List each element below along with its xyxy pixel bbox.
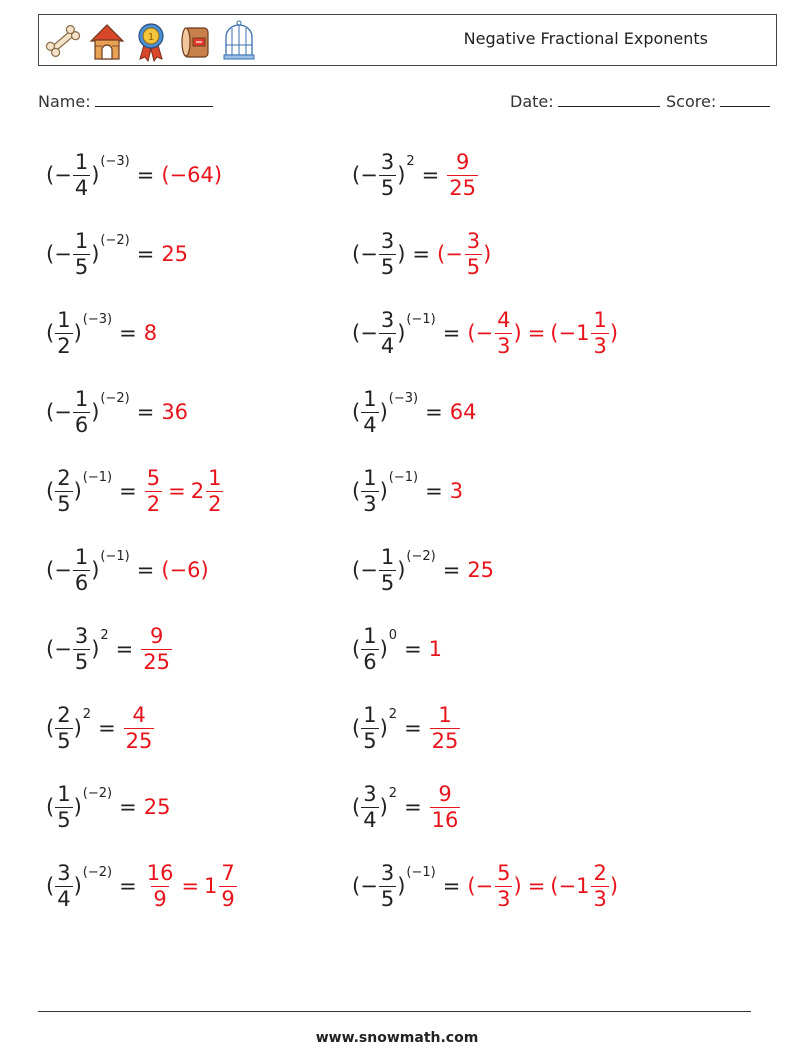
answer-text: 2 xyxy=(190,479,205,503)
question-fraction xyxy=(55,702,72,753)
bone-icon xyxy=(43,19,83,63)
equals-sign: = xyxy=(136,400,155,424)
answer xyxy=(144,321,158,345)
answer-numerator: 1 xyxy=(593,307,607,332)
worksheet-header xyxy=(38,14,777,66)
name-field[interactable] xyxy=(38,92,213,111)
answer-text: 25 xyxy=(467,558,495,582)
answer-numerator: 2 xyxy=(593,860,607,885)
answer xyxy=(161,163,223,187)
problem-item xyxy=(46,382,189,442)
open-paren: ( xyxy=(352,637,361,661)
close-paren: ) xyxy=(73,795,82,819)
answer-numerator: 3 xyxy=(466,228,481,253)
open-paren: ( xyxy=(352,795,361,819)
score-blank[interactable] xyxy=(720,92,770,107)
question-numerator: 1 xyxy=(363,465,377,490)
question-denominator: 5 xyxy=(74,254,89,279)
close-paren: ) xyxy=(91,558,100,582)
equals-sign: = xyxy=(136,242,155,266)
close-paren: ) xyxy=(397,874,406,898)
minus-sign: − xyxy=(54,400,72,424)
answer-numerator: 7 xyxy=(221,860,235,885)
question-numerator: 1 xyxy=(363,386,377,411)
problem-item xyxy=(352,856,619,916)
exponent: (−2) xyxy=(82,865,113,880)
answer-denominator: 2 xyxy=(208,491,222,516)
question-denominator: 2 xyxy=(57,333,71,358)
svg-text:1: 1 xyxy=(147,32,155,43)
answer-numerator: 9 xyxy=(438,781,452,806)
minus-sign: − xyxy=(360,321,378,345)
equals-sign: = xyxy=(442,321,461,345)
question-numerator: 1 xyxy=(74,544,89,569)
question-numerator: 3 xyxy=(380,860,395,885)
equals-sign: = xyxy=(136,558,155,582)
close-paren: ) xyxy=(91,163,100,187)
question-numerator: 1 xyxy=(74,386,89,411)
exponent: 2 xyxy=(388,786,398,801)
answer-text: ) xyxy=(609,321,619,345)
problem-item xyxy=(352,461,464,521)
answer-denominator: 25 xyxy=(125,728,153,753)
answer-denominator: 3 xyxy=(497,886,511,911)
equals-sign: = xyxy=(412,242,430,266)
answer-numerator: 4 xyxy=(132,702,146,727)
question-denominator: 5 xyxy=(380,175,395,200)
answer xyxy=(144,795,172,819)
problem-item xyxy=(352,619,443,679)
question-numerator: 2 xyxy=(57,702,71,727)
minus-sign: − xyxy=(54,558,72,582)
answer xyxy=(161,242,189,266)
answer-denominator: 3 xyxy=(497,333,511,358)
open-paren: ( xyxy=(46,558,55,582)
equals-sign: = xyxy=(98,716,116,740)
equals-sign: = xyxy=(425,400,443,424)
open-paren: ( xyxy=(46,716,55,740)
question-denominator: 4 xyxy=(363,807,377,832)
close-paren: ) xyxy=(379,400,388,424)
answer-fraction xyxy=(591,307,608,358)
answer-numerator: 4 xyxy=(497,307,511,332)
answer-text: (−1 xyxy=(550,874,590,898)
answer xyxy=(144,465,225,516)
question-numerator: 3 xyxy=(380,307,395,332)
close-paren: ) xyxy=(73,321,82,345)
minus-sign: − xyxy=(54,637,72,661)
answer-text: 1 xyxy=(204,874,218,898)
answer-text: (−6) xyxy=(161,558,209,582)
problem-item xyxy=(46,777,171,837)
exponent: 0 xyxy=(388,628,398,643)
equals-sign: = xyxy=(442,558,461,582)
answer-denominator: 25 xyxy=(431,728,459,753)
open-paren: ( xyxy=(46,795,55,819)
answer-fraction xyxy=(430,702,461,753)
exponent: (−2) xyxy=(100,391,130,406)
question-numerator: 3 xyxy=(363,781,377,806)
question-fraction xyxy=(361,465,378,516)
answer-text: 25 xyxy=(161,242,189,266)
open-paren: ( xyxy=(352,716,361,740)
close-paren: ) xyxy=(91,637,100,661)
open-paren: ( xyxy=(352,400,361,424)
worksheet-title: Negative Fractional Exponents xyxy=(463,29,708,48)
exponent: (−1) xyxy=(388,470,419,485)
answer-text: ) xyxy=(513,321,522,345)
problem-item xyxy=(352,777,461,837)
answer-fraction xyxy=(430,781,461,832)
open-paren: ( xyxy=(46,242,55,266)
answer-fraction xyxy=(591,860,608,911)
problem-item xyxy=(352,145,479,205)
footer-divider xyxy=(38,1011,751,1012)
minus-sign: − xyxy=(360,558,378,582)
question-denominator: 5 xyxy=(57,491,71,516)
question-denominator: 6 xyxy=(74,570,89,595)
exponent: 2 xyxy=(388,707,398,722)
question-denominator: 6 xyxy=(363,649,377,674)
answer-equals-sign: = xyxy=(527,321,546,345)
date-blank[interactable] xyxy=(558,92,660,107)
question-numerator: 3 xyxy=(380,228,395,253)
answer-text: ) xyxy=(483,242,492,266)
answer-text: (−64) xyxy=(161,163,223,187)
medal-icon xyxy=(131,19,171,63)
answer xyxy=(429,781,462,832)
exponent: (−1) xyxy=(406,312,436,327)
question-fraction xyxy=(379,860,396,911)
open-paren: ( xyxy=(46,874,55,898)
close-paren: ) xyxy=(73,479,82,503)
question-numerator: 1 xyxy=(57,307,71,332)
close-paren: ) xyxy=(379,716,388,740)
close-paren: ) xyxy=(397,242,406,266)
answer-numerator: 5 xyxy=(146,465,161,490)
minus-sign: − xyxy=(360,242,378,266)
minus-sign: − xyxy=(54,163,72,187)
answer-denominator: 25 xyxy=(143,649,171,674)
question-denominator: 5 xyxy=(380,886,395,911)
question-fraction xyxy=(361,702,378,753)
answer-text: ) xyxy=(609,874,619,898)
question-fraction xyxy=(361,781,378,832)
close-paren: ) xyxy=(397,558,406,582)
problem-item xyxy=(352,224,492,284)
exponent: 2 xyxy=(100,628,109,643)
answer xyxy=(450,479,464,503)
exponent: (−2) xyxy=(406,549,436,564)
answer-text: 3 xyxy=(449,479,464,503)
open-paren: ( xyxy=(46,163,55,187)
equals-sign: = xyxy=(119,874,137,898)
answer-fraction xyxy=(145,465,162,516)
question-numerator: 3 xyxy=(380,149,395,174)
exponent: (−3) xyxy=(388,391,419,406)
question-fraction xyxy=(379,307,396,358)
equals-sign: = xyxy=(119,479,137,503)
question-fraction xyxy=(379,544,396,595)
question-denominator: 5 xyxy=(380,254,395,279)
answer-equals-sign: = xyxy=(527,874,546,898)
answer-numerator: 1 xyxy=(438,702,452,727)
close-paren: ) xyxy=(379,479,388,503)
exponent: (−1) xyxy=(82,470,113,485)
answer xyxy=(467,558,495,582)
minus-sign: − xyxy=(360,874,378,898)
exponent: (−3) xyxy=(82,312,113,327)
score-field[interactable] xyxy=(666,92,770,111)
close-paren: ) xyxy=(379,795,388,819)
question-denominator: 5 xyxy=(74,649,89,674)
question-numerator: 1 xyxy=(74,228,89,253)
question-fraction xyxy=(55,860,72,911)
answer-text: 1 xyxy=(428,637,443,661)
question-denominator: 5 xyxy=(363,728,377,753)
answer-denominator: 9 xyxy=(153,886,167,911)
exponent: (−1) xyxy=(406,865,436,880)
answer-numerator: 16 xyxy=(146,860,174,885)
answer-fraction xyxy=(495,860,512,911)
exponent: (−2) xyxy=(100,233,130,248)
answer-fraction xyxy=(141,623,172,674)
date-label: Date: xyxy=(510,92,554,111)
question-numerator: 1 xyxy=(363,702,377,727)
exponent: 2 xyxy=(406,154,415,169)
question-denominator: 4 xyxy=(57,886,71,911)
close-paren: ) xyxy=(73,874,82,898)
answer-numerator: 5 xyxy=(497,860,511,885)
equals-sign: = xyxy=(119,321,137,345)
question-fraction xyxy=(55,781,72,832)
equals-sign: = xyxy=(425,479,443,503)
answer xyxy=(161,558,209,582)
exponent: (−3) xyxy=(100,154,130,169)
answer-text: (−1 xyxy=(550,321,590,345)
answer-denominator: 3 xyxy=(593,886,607,911)
equals-sign: = xyxy=(404,795,422,819)
question-numerator: 3 xyxy=(74,623,89,648)
pet-bed-icon xyxy=(175,19,215,63)
question-fraction xyxy=(73,149,90,200)
dog-house-icon xyxy=(87,19,127,63)
answer-equals-sign: = xyxy=(181,874,200,898)
question-fraction xyxy=(379,149,396,200)
open-paren: ( xyxy=(352,321,361,345)
question-numerator: 1 xyxy=(74,149,89,174)
answer xyxy=(467,307,619,358)
answer xyxy=(446,149,479,200)
question-denominator: 4 xyxy=(380,333,395,358)
answer-text: 36 xyxy=(161,400,189,424)
answer-fraction xyxy=(145,860,176,911)
question-fraction xyxy=(55,465,72,516)
answer-numerator: 9 xyxy=(455,149,470,174)
answer xyxy=(144,860,238,911)
question-fraction xyxy=(55,307,72,358)
question-numerator: 1 xyxy=(380,544,395,569)
exponent: (−2) xyxy=(82,786,113,801)
problem-item xyxy=(46,461,224,521)
answer-text: 64 xyxy=(449,400,477,424)
bird-cage-icon xyxy=(219,19,259,63)
open-paren: ( xyxy=(352,479,361,503)
answer xyxy=(123,702,156,753)
question-denominator: 3 xyxy=(363,491,377,516)
open-paren: ( xyxy=(46,321,55,345)
equals-sign: = xyxy=(404,716,422,740)
question-fraction xyxy=(361,623,378,674)
question-numerator: 3 xyxy=(57,860,71,885)
problem-item xyxy=(352,698,461,758)
problem-item xyxy=(352,382,477,442)
problem-item xyxy=(46,145,223,205)
question-fraction xyxy=(73,386,90,437)
answer-fraction xyxy=(206,465,223,516)
answer xyxy=(467,860,619,911)
open-paren: ( xyxy=(46,479,55,503)
answer-denominator: 9 xyxy=(221,886,235,911)
equals-sign: = xyxy=(442,874,461,898)
open-paren: ( xyxy=(352,874,361,898)
answer-fraction xyxy=(219,860,236,911)
question-fraction xyxy=(73,544,90,595)
problem-item xyxy=(46,303,158,363)
answer xyxy=(140,623,173,674)
question-numerator: 1 xyxy=(363,623,377,648)
answer-denominator: 5 xyxy=(466,254,481,279)
problem-item xyxy=(352,303,619,363)
equals-sign: = xyxy=(115,637,134,661)
open-paren: ( xyxy=(46,637,55,661)
close-paren: ) xyxy=(73,716,82,740)
equals-sign: = xyxy=(404,637,422,661)
exponent: 2 xyxy=(82,707,92,722)
answer-fraction xyxy=(495,307,512,358)
question-fraction xyxy=(73,623,90,674)
date-field[interactable] xyxy=(510,92,660,111)
problem-item xyxy=(46,224,189,284)
answer-text: (− xyxy=(467,321,494,345)
close-paren: ) xyxy=(91,242,100,266)
problem-item xyxy=(46,619,173,679)
answer-numerator: 1 xyxy=(208,465,222,490)
answer-text: 25 xyxy=(143,795,171,819)
question-denominator: 6 xyxy=(74,412,89,437)
answer-denominator: 16 xyxy=(431,807,459,832)
answer xyxy=(429,637,443,661)
close-paren: ) xyxy=(91,400,100,424)
question-fraction xyxy=(73,228,90,279)
header-icons xyxy=(43,19,259,63)
open-paren: ( xyxy=(352,163,361,187)
equals-sign: = xyxy=(136,163,155,187)
answer-text: 8 xyxy=(143,321,158,345)
close-paren: ) xyxy=(379,637,388,661)
name-blank[interactable] xyxy=(95,92,213,107)
question-denominator: 4 xyxy=(363,412,377,437)
answer-fraction xyxy=(447,149,478,200)
answer-text: (− xyxy=(437,242,463,266)
open-paren: ( xyxy=(352,242,361,266)
answer-text: ) xyxy=(513,874,522,898)
minus-sign: − xyxy=(54,242,72,266)
open-paren: ( xyxy=(352,558,361,582)
close-paren: ) xyxy=(397,321,406,345)
answer-denominator: 2 xyxy=(146,491,161,516)
answer-fraction xyxy=(465,228,482,279)
minus-sign: − xyxy=(360,163,378,187)
question-numerator: 1 xyxy=(57,781,71,806)
exponent: (−1) xyxy=(100,549,130,564)
answer-denominator: 3 xyxy=(593,333,607,358)
question-fraction xyxy=(361,386,378,437)
answer xyxy=(161,400,189,424)
question-denominator: 5 xyxy=(380,570,395,595)
problem-item xyxy=(352,540,495,600)
answer-equals-sign: = xyxy=(168,479,186,503)
score-label: Score: xyxy=(666,92,717,111)
answer xyxy=(450,400,478,424)
footer-url: www.snowmath.com xyxy=(315,1030,479,1046)
problem-item xyxy=(46,856,238,916)
answer-text: (− xyxy=(467,874,494,898)
question-numerator: 2 xyxy=(57,465,71,490)
problem-item xyxy=(46,698,155,758)
open-paren: ( xyxy=(46,400,55,424)
problem-item xyxy=(46,540,210,600)
answer xyxy=(437,228,492,279)
question-denominator: 5 xyxy=(57,807,71,832)
answer-denominator: 25 xyxy=(449,175,477,200)
equals-sign: = xyxy=(119,795,137,819)
answer-fraction xyxy=(124,702,155,753)
equals-sign: = xyxy=(421,163,440,187)
close-paren: ) xyxy=(397,163,406,187)
answer xyxy=(429,702,462,753)
question-fraction xyxy=(379,228,396,279)
question-denominator: 4 xyxy=(74,175,89,200)
question-denominator: 5 xyxy=(57,728,71,753)
answer-numerator: 9 xyxy=(149,623,164,648)
name-label: Name: xyxy=(38,92,91,111)
